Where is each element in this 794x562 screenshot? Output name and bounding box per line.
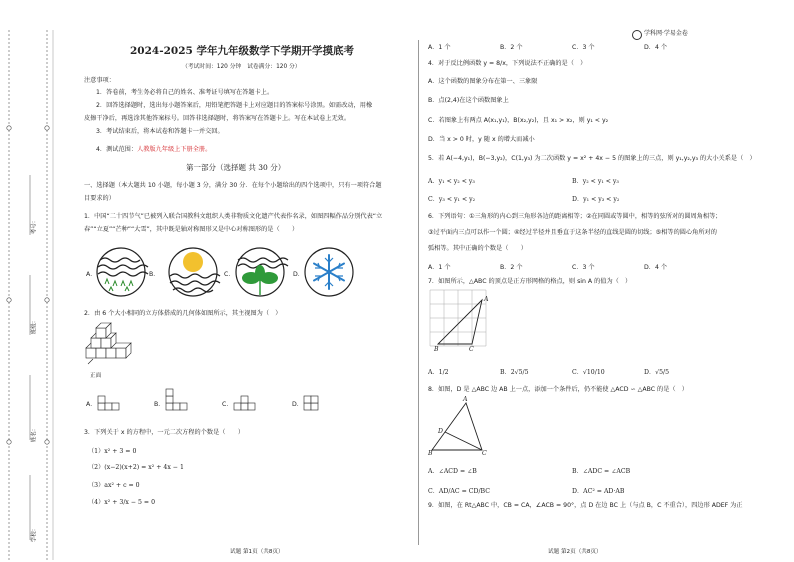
q3-item-2: （2）(x−2)(x+2) = x² + 4x − 1	[88, 464, 184, 471]
exam-subtitle: （考试时间：120 分钟 试卷满分：120 分）	[182, 64, 301, 70]
binding-id-label: 考号：	[31, 217, 38, 235]
q3-item-4: （4）x² + 3/x − 5 = 0	[88, 499, 156, 506]
watermark-logo	[632, 30, 642, 40]
notice-1: 1．答卷前，考生务必将自己的姓名、准考证号填写在答题卡上。	[96, 89, 274, 96]
q3-opt-a: A．1 个	[428, 44, 451, 51]
q1-figure-c-icon	[234, 246, 286, 298]
part1-heading: 第一部分（选择题 共 30 分）	[186, 163, 286, 172]
q6-line3: 弧相等。其中正确的个数是（ ）	[428, 245, 527, 252]
q6-opt-d: D．4 个	[644, 264, 668, 271]
q2-option-d-figure	[304, 394, 326, 412]
q1-opt-a: A．	[86, 271, 97, 278]
q1-opt-b: B．	[149, 271, 160, 278]
page-footer-right: 试题 第2页（共8页）	[548, 549, 602, 555]
q2-stem: 2．由 6 个大小相同的立方体搭成的几何体如图所示，其主视图为（ ）	[84, 310, 282, 317]
q7-opt-b: B．2√5/5	[500, 369, 529, 376]
q7-stem: 7．如图所示，△ABC 的顶点是正方形网格的格点，则 sin A 的值为（ ）	[428, 278, 632, 285]
binding-class-label: 班级：	[31, 317, 38, 335]
watermark-text: 学科网·学易金卷	[644, 30, 688, 37]
q2-opt-c: C．	[222, 401, 233, 408]
q2-opt-d: D．	[292, 401, 303, 408]
q2-opt-a: A．	[86, 401, 97, 408]
q7-opt-c: C．√10/10	[572, 369, 605, 376]
q4-opt-b: B．点(2,4)在这个函数图象上	[428, 97, 509, 104]
q2-option-c-figure	[234, 394, 262, 412]
q2-option-a-figure	[98, 394, 120, 412]
notice-3: 3．考试结束后，将本试卷和答题卡一并交回。	[96, 128, 224, 135]
notice-heading: 注意事项：	[84, 77, 115, 84]
q8-stem: 8．如图，D 是 △ABC 边 AB 上一点，添加一个条件后，仍不能使 △ACD ∽ △ABC 的是（ ）	[428, 386, 688, 393]
q3-stem: 3．下列关于 x 的方程中，一元二次方程的个数是（ ）	[84, 429, 245, 436]
q7-label-a: A	[484, 296, 489, 303]
q9-stem: 9．如图，在 Rt△ABC 中，CB = CA，∠ACB = 90°，点 D 在边 BC 上（与点 B，C 不重合），四边形 ADEF 为正	[428, 502, 743, 509]
q4-opt-d: D．当 x > 0 时，y 随 x 的增大而减小	[428, 136, 535, 143]
q6-opt-c: C．3 个	[572, 264, 595, 271]
q7-opt-a: A．1/2	[428, 369, 449, 376]
page-footer-left: 试题 第1页（共8页）	[230, 549, 284, 555]
q6-line2: ③过平面内三点可以作一个圆；④经过半径并且垂直于这条半径的直线是圆的切线；⑤相等的圆心角所对的	[428, 229, 717, 236]
q6-opt-a: A．1 个	[428, 264, 451, 271]
q8-opt-d: D．AC² = AD·AB	[572, 488, 625, 495]
section1-line2: 目要求的）	[84, 195, 115, 202]
binding-name-label: 姓名：	[31, 425, 38, 443]
q8-triangle-figure	[428, 400, 488, 455]
q2-opt-b: B．	[154, 401, 165, 408]
binding-school-label: 学校：	[31, 525, 38, 543]
q4-stem: 4．对于反比例函数 y = 8/x，下列说法不正确的是（ ）	[428, 60, 587, 67]
q5-opt-a: A．y₁ < y₂ < y₃	[428, 178, 475, 185]
q3-opt-c: C．3 个	[572, 44, 595, 51]
q3-opt-d: D．4 个	[644, 44, 668, 51]
q5-opt-d: D．y₁ < y₃ < y₂	[572, 196, 620, 203]
q6-line1: 6．下列语句：①三角形的内心到三角形各边的距离相等；②在同圆或等圆中，相等的弦所对的圆周角相等；	[428, 213, 722, 220]
q8-label-a: A	[463, 396, 468, 403]
q6-opt-b: B．2 个	[500, 264, 523, 271]
q8-label-d: D	[438, 428, 443, 435]
q5-stem: 5．若 A(−4,y₁)，B(−3,y₂)，C(1,y₃) 为二次函数 y = x² + 4x − 5 的图象上的三点，则 y₁,y₂,y₃ 的大小关系是（ ）	[428, 155, 756, 162]
binding-strip	[0, 30, 56, 562]
q7-opt-d: D．√5/5	[644, 369, 670, 376]
binding-lines	[0, 30, 56, 562]
q5-opt-c: C．y₃ < y₁ < y₂	[428, 196, 476, 203]
section1-line1: 一、选择题（本大题共 10 小题，每小题 3 分，满分 30 分．在每个小题给出的四个选项中，只有一项符合题	[84, 182, 382, 189]
q3-opt-b: B．2 个	[500, 44, 523, 51]
q7-label-b: B	[434, 346, 439, 353]
q1-line1: 1．中国“二十四节气”已被列入联合国教科文组织人类非物质文化遗产代表作名录，如图四幅作品分别代表“立	[84, 213, 383, 220]
q1-figure-d-icon	[303, 246, 355, 298]
q1-figure-a-icon	[95, 246, 147, 298]
q5-opt-b: B．y₂ < y₁ < y₃	[572, 178, 619, 185]
column-divider	[418, 40, 419, 545]
q2-option-b-figure	[166, 389, 194, 413]
notice-4-label: 4．测试范围：	[96, 146, 138, 153]
q7-label-c: C	[469, 346, 474, 353]
q1-opt-c: C．	[224, 271, 235, 278]
q2-front-label: 正面	[90, 373, 102, 379]
q8-opt-c: C．AD/AC = CD/BC	[428, 488, 490, 495]
q8-label-b: B	[428, 450, 433, 457]
notice-4-scope: 人教版九年级上下册全册。	[137, 146, 212, 153]
q8-opt-a: A．∠ACD = ∠B	[428, 468, 477, 475]
q2-solid-figure	[84, 326, 136, 366]
q3-item-3: （3）ax² + c = 0	[88, 482, 140, 489]
q1-line2: 春”“立夏”“芒种”“大雪”，其中既是轴对称图形又是中心对称图形的是（ ）	[84, 226, 299, 233]
q1-figure-b-icon	[167, 246, 219, 298]
q4-opt-a: A．这个函数的图象分布在第一、三象限	[428, 78, 538, 85]
q8-opt-b: B．∠ADC = ∠ACB	[572, 468, 631, 475]
q4-opt-c: C．若图象上有两点 A(x₁,y₁)，B(x₂,y₂)，且 x₁ > x₂，则 y₁ < y₂	[428, 117, 609, 124]
q8-label-c: C	[482, 450, 487, 457]
notice-2b: 皮擦干净后，再选涂其他答案标号。回答非选择题时，将答案写在答题卡上。写在本试卷上无效。	[84, 115, 351, 122]
q1-opt-d: D．	[293, 271, 304, 278]
notice-4	[96, 146, 211, 154]
exam-title: 2024-2025 学年九年级数学下学期开学摸底考	[130, 45, 354, 57]
notice-2a: 2．回答选择题时，选出每小题答案后，用铅笔把答题卡上对应题目的答案标号涂黑。如需改动，用橡	[96, 102, 373, 109]
q3-item-1: （1）x² + 3 = 0	[88, 448, 137, 455]
